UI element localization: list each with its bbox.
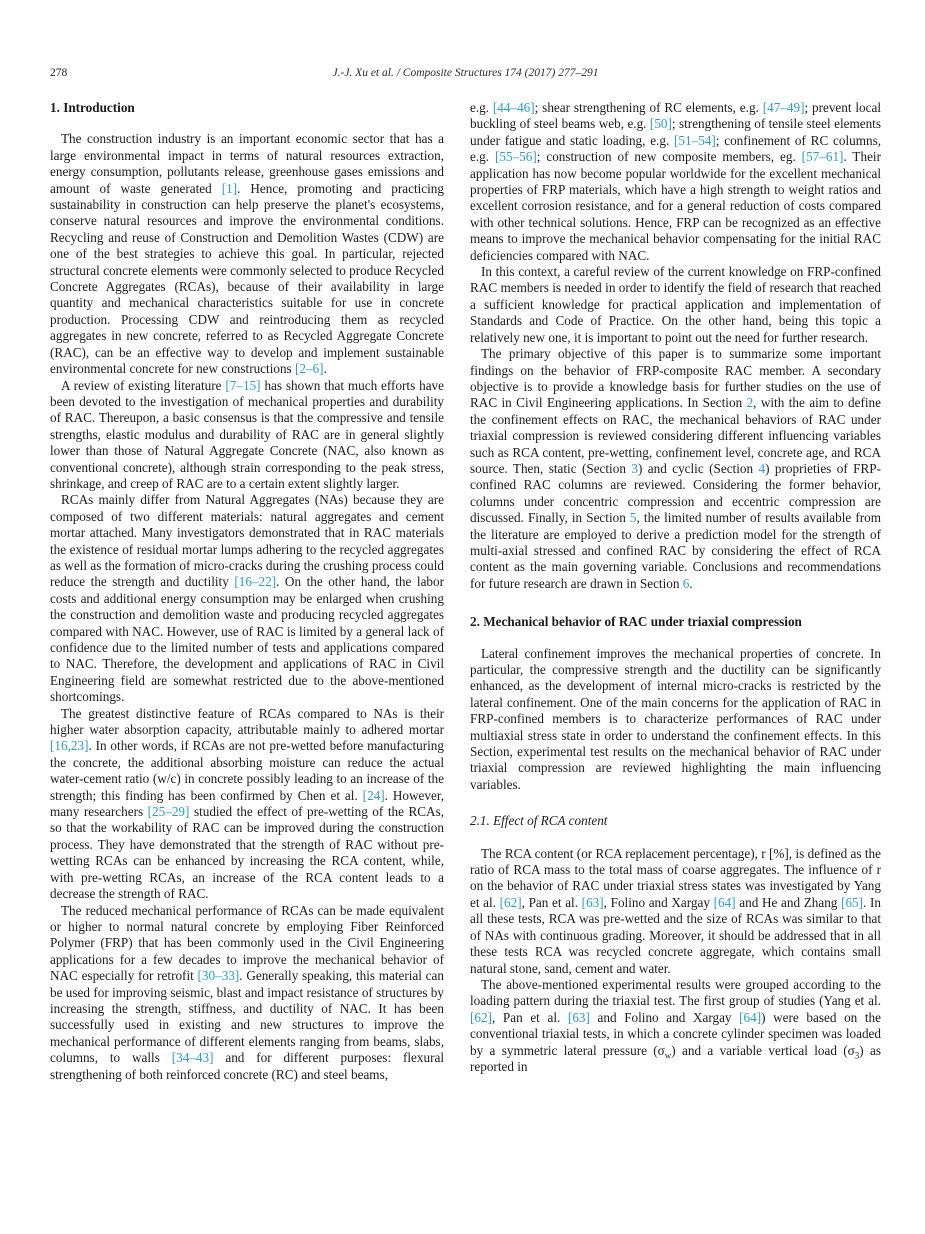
citation-link[interactable]: [25–29] [147,804,190,820]
citation-link[interactable]: [64] [713,894,736,910]
citation-link[interactable]: [47–49] [762,100,805,115]
paragraph: The construction industry is an important economic sector that has a large environmental impact in terms of natural resources extraction, energy consumption, pollutants release, greenhouse gases emissions and amount of waste generated [1]. Hence, promoting and practicing sustainability in construction can help preserve the planet's ecosystems, conserve natural resources and improve the environmental conditions. Recycling and reuse of Construction and Demolition Wastes (CDW) are one of the best strategies to achieve this goal. In particular, rejected structural concrete elements were commonly selected to produce Recycled Concrete Aggregates (RCAs), because of their availability in large quantity and mechanical characteristics suitable for use in concrete production. Processing CDW and reintroducing them as recycled aggregates in new concrete, referred to as Recycled Aggregate Concrete (RAC), can be an effective way to develop and implement sustainable environmental concrete for new constructions [2–6]. [50,131,444,377]
paragraph: RCAs mainly differ from Natural Aggregates (NAs) because they are composed of two different materials: natural aggregates and cement mortar attached. Many investigators demonstrated that in RAC materials the existence of residual mortar lumps adhering to the recycled aggregates as well as the formation of micro-cracks during the crushing process could reduce the strength and ductility [16–22]. On the other hand, the labor costs and additional energy consumption may be enlarged when crushing the construction and demolition waste and producing recycled aggregates compared with NAC. However, use of RAC is limited by a general lack of confidence due to the limited number of tests and applications compared to NAC. Therefore, the development and applications of RAC in Civil Engineering field are somewhat restricted due to the above-mentioned shortcomings. [50,492,444,705]
running-head-title: J.-J. Xu et al. / Composite Structures 174 (2017) 277–291 [332,67,599,79]
paragraph: The greatest distinctive feature of RCAs compared to NAs is their higher water absorption capacity, attributable mainly to adhered mortar [16,23]. In other words, if RCAs are not pre-wetted before manufacturing the concrete, the additional absorbing moisture can reduce the actual water-cement ratio (w/c) in concrete possibly leading to an increase of the strength; this finding has been confirmed by Chen et al. [24]. However, many researchers [25–29] studied the effect of pre-wetting of the RCAs, so that the workability of RAC can be improved during the construction process. They have demonstrated that the strength of RAC without pre-wetting RCAs can be enhanced by increasing the RCA content, while, with pre-wetting RCAs, an increase of the RCA content leads to a decrease the strength of RAC. [50,705,444,902]
section-1-heading: 1. Introduction [50,100,135,115]
citation-link[interactable]: [34–43] [171,1050,214,1066]
paragraph: The reduced mechanical performance of RCAs can be made equivalent or higher to normal natural concrete by employing Fiber Reinforced Polymer (FRP) that has been commonly used in the Civil Engineering applications for a few decades to improve the mechanical behavior of NAC especially for retrofit [30–33]. Generally speaking, this material can be used for improving seismic, blast and impact resistance of structures by increasing the strength, stiffness, and ductility of NAC. It has been successfully used in existing and new structures to improve the mechanical performance of different elements ranging from beams, slabs, columns, to walls [34–43] and for different purposes: flexural strengthening of both reinforced concrete (RC) and steel beams, [50,902,444,1082]
section-link[interactable]: 3 [631,460,638,476]
section-link[interactable]: 6 [682,575,690,591]
citation-link[interactable]: [16,23] [50,738,89,754]
citation-link[interactable]: [63] [581,894,604,910]
right-column [470,100,881,1083]
citation-link[interactable]: [1] [221,180,238,196]
citation-link[interactable]: [63] [567,1009,590,1025]
running-header [50,66,881,80]
paragraph: The above-mentioned experimental results were grouped according to the loading pattern during the triaxial test. The first group of studies (Yang et al. [62], Pan et al. [63] and Folino and Xargay [64]) were based on the conventional triaxial tests, in which a concrete cylinder specimen was loaded by a symmetric lateral pressure $(\sigma_w)$ and a variable vertical load $(\sigma_3)$ as reported in [470,976,881,1074]
subsection-2-1-heading: 2.1. Effect of RCA content [470,813,608,829]
citation-link[interactable]: [57–61] [801,149,844,165]
section-link[interactable]: 4 [758,460,766,476]
citation-link[interactable]: [55–56] [494,149,537,165]
citation-link[interactable]: [7–15] [225,377,261,393]
citation-link[interactable]: [65] [841,894,864,910]
page-number: 278 [50,67,68,79]
citation-link[interactable]: [62] [470,1009,492,1025]
paragraph: The RCA content (or RCA replacement percentage), r [%], is defined as the ratio of RCA mass to the total mass of coarse aggregates. The influence of r on the behavior of RAC under triaxial stress states was investigated by Yang et al. [62], Pan et al. [63], Folino and Xargay [64] and He and Zhang [65]. In all these tests, RCA was pre-wetted and the size of RCAs was similar to that of NAs with continuous grading. Moreover, it should be addressed that in all these tests RCA was recycled concrete aggregate, which contains small natural stone, sand, cement and water. [470,845,881,976]
citation-link[interactable]: [16–22] [234,574,277,590]
section-2-heading: 2. Mechanical behavior of RAC under triaxial compression [470,614,802,630]
paragraph: In this context, a careful review of the current knowledge on FRP-confined RAC members is needed in order to identify the field of research that reached a sufficient knowledge for practical application and implementation of Standards and Code of Practice. On the other hand, being this topic a relatively new one, it is important to point out the need for further research. [470,264,881,345]
citation-link[interactable]: [24] [362,787,385,803]
section-link[interactable]: 2 [746,395,754,411]
citation-link[interactable]: [64] [739,1009,762,1025]
paragraph: A review of existing literature [7–15] has shown that much efforts have been devoted to the investigation of mechanical properties and durability of RAC. Thereupon, a basic consensus is that the compressive and tensile strengths, elastic modulus and durability of RAC are in general slightly lower than those of Natural Aggregate Concrete (NAC, also known as conventional concrete), although strain corresponding to the peak stress, shrinkage, and creep of RAC are to a certain extent slightly larger. [50,377,444,491]
paragraph-continuation: e.g. [44–46]; shear strengthening of RC elements, e.g. [47–49]; prevent local buckling of steel beams web, e.g. [50]; strengthening of tensile steel elements under fatigue and static loading, e.g. [51–54]; confinement of RC columns, e.g. [55–56]; construction of new composite members, eg. [57–61]. Their application has now become popular worldwide for the excellent mechanical properties of FRP materials, which have a high strength to weight ratios and excellent corrosion resistance, and for a general reduction of costs compared with other technical solutions. Hence, FRP can be recognized as an effective means to improve the mechanical behavior compensating for the initial RAC deficiencies compared with NAC. [470,100,882,263]
two-column-body [50,100,881,1083]
citation-link[interactable]: [50] [649,116,672,132]
citation-link[interactable]: [44–46] [492,100,535,115]
citation-link[interactable]: [62] [499,894,522,910]
citation-link[interactable]: [2–6] [294,361,324,377]
left-column [50,100,444,1083]
paragraph: The primary objective of this paper is to summarize some important findings on the behavior of FRP-composite RAC member. A secondary objective is to provide a knowledge basis for further studies on the use of RAC in Civil Engineering applications. In Section 2, with the aim to define the confinement effects on RAC, the mechanical behaviors of RAC under triaxial compression is reviewed considering different influencing variables such as RCA content, pre-wetting, confinement level, concrete age, and RCA source. Then, static (Section 3) and cyclic (Section 4) proprieties of FRP-confined RAC columns are reviewed. Considering the former behavior, columns under concentric compression and eccentric compression are discussed. Finally, in Section 5, the limited number of results available from the literature are employed to derive a prediction model for the strength of multi-axial stressed and confined RAC by considering the effect of RCA content as the main governing variable. Conclusions and recommendations for future research are drawn in Section 6. [470,346,882,591]
citation-link[interactable]: [51–54] [674,132,716,148]
paragraph: Lateral confinement improves the mechanical properties of concrete. In particular, the compressive strength and the ductility can be significantly enhanced, as the development of internal micro-cracks is restricted by the lateral confinement. One of the main concerns for the application of RAC in FRP-confined members is to characterize performances of RAC under multiaxial stress state in order to understand the confinement effects. In this Section, experimental test results on the mechanical behavior of RAC under triaxial compression are reviewed highlighting the main influencing variables. [470,645,881,792]
section-link[interactable]: 5 [629,510,637,526]
citation-link[interactable]: [30–33] [197,968,240,984]
